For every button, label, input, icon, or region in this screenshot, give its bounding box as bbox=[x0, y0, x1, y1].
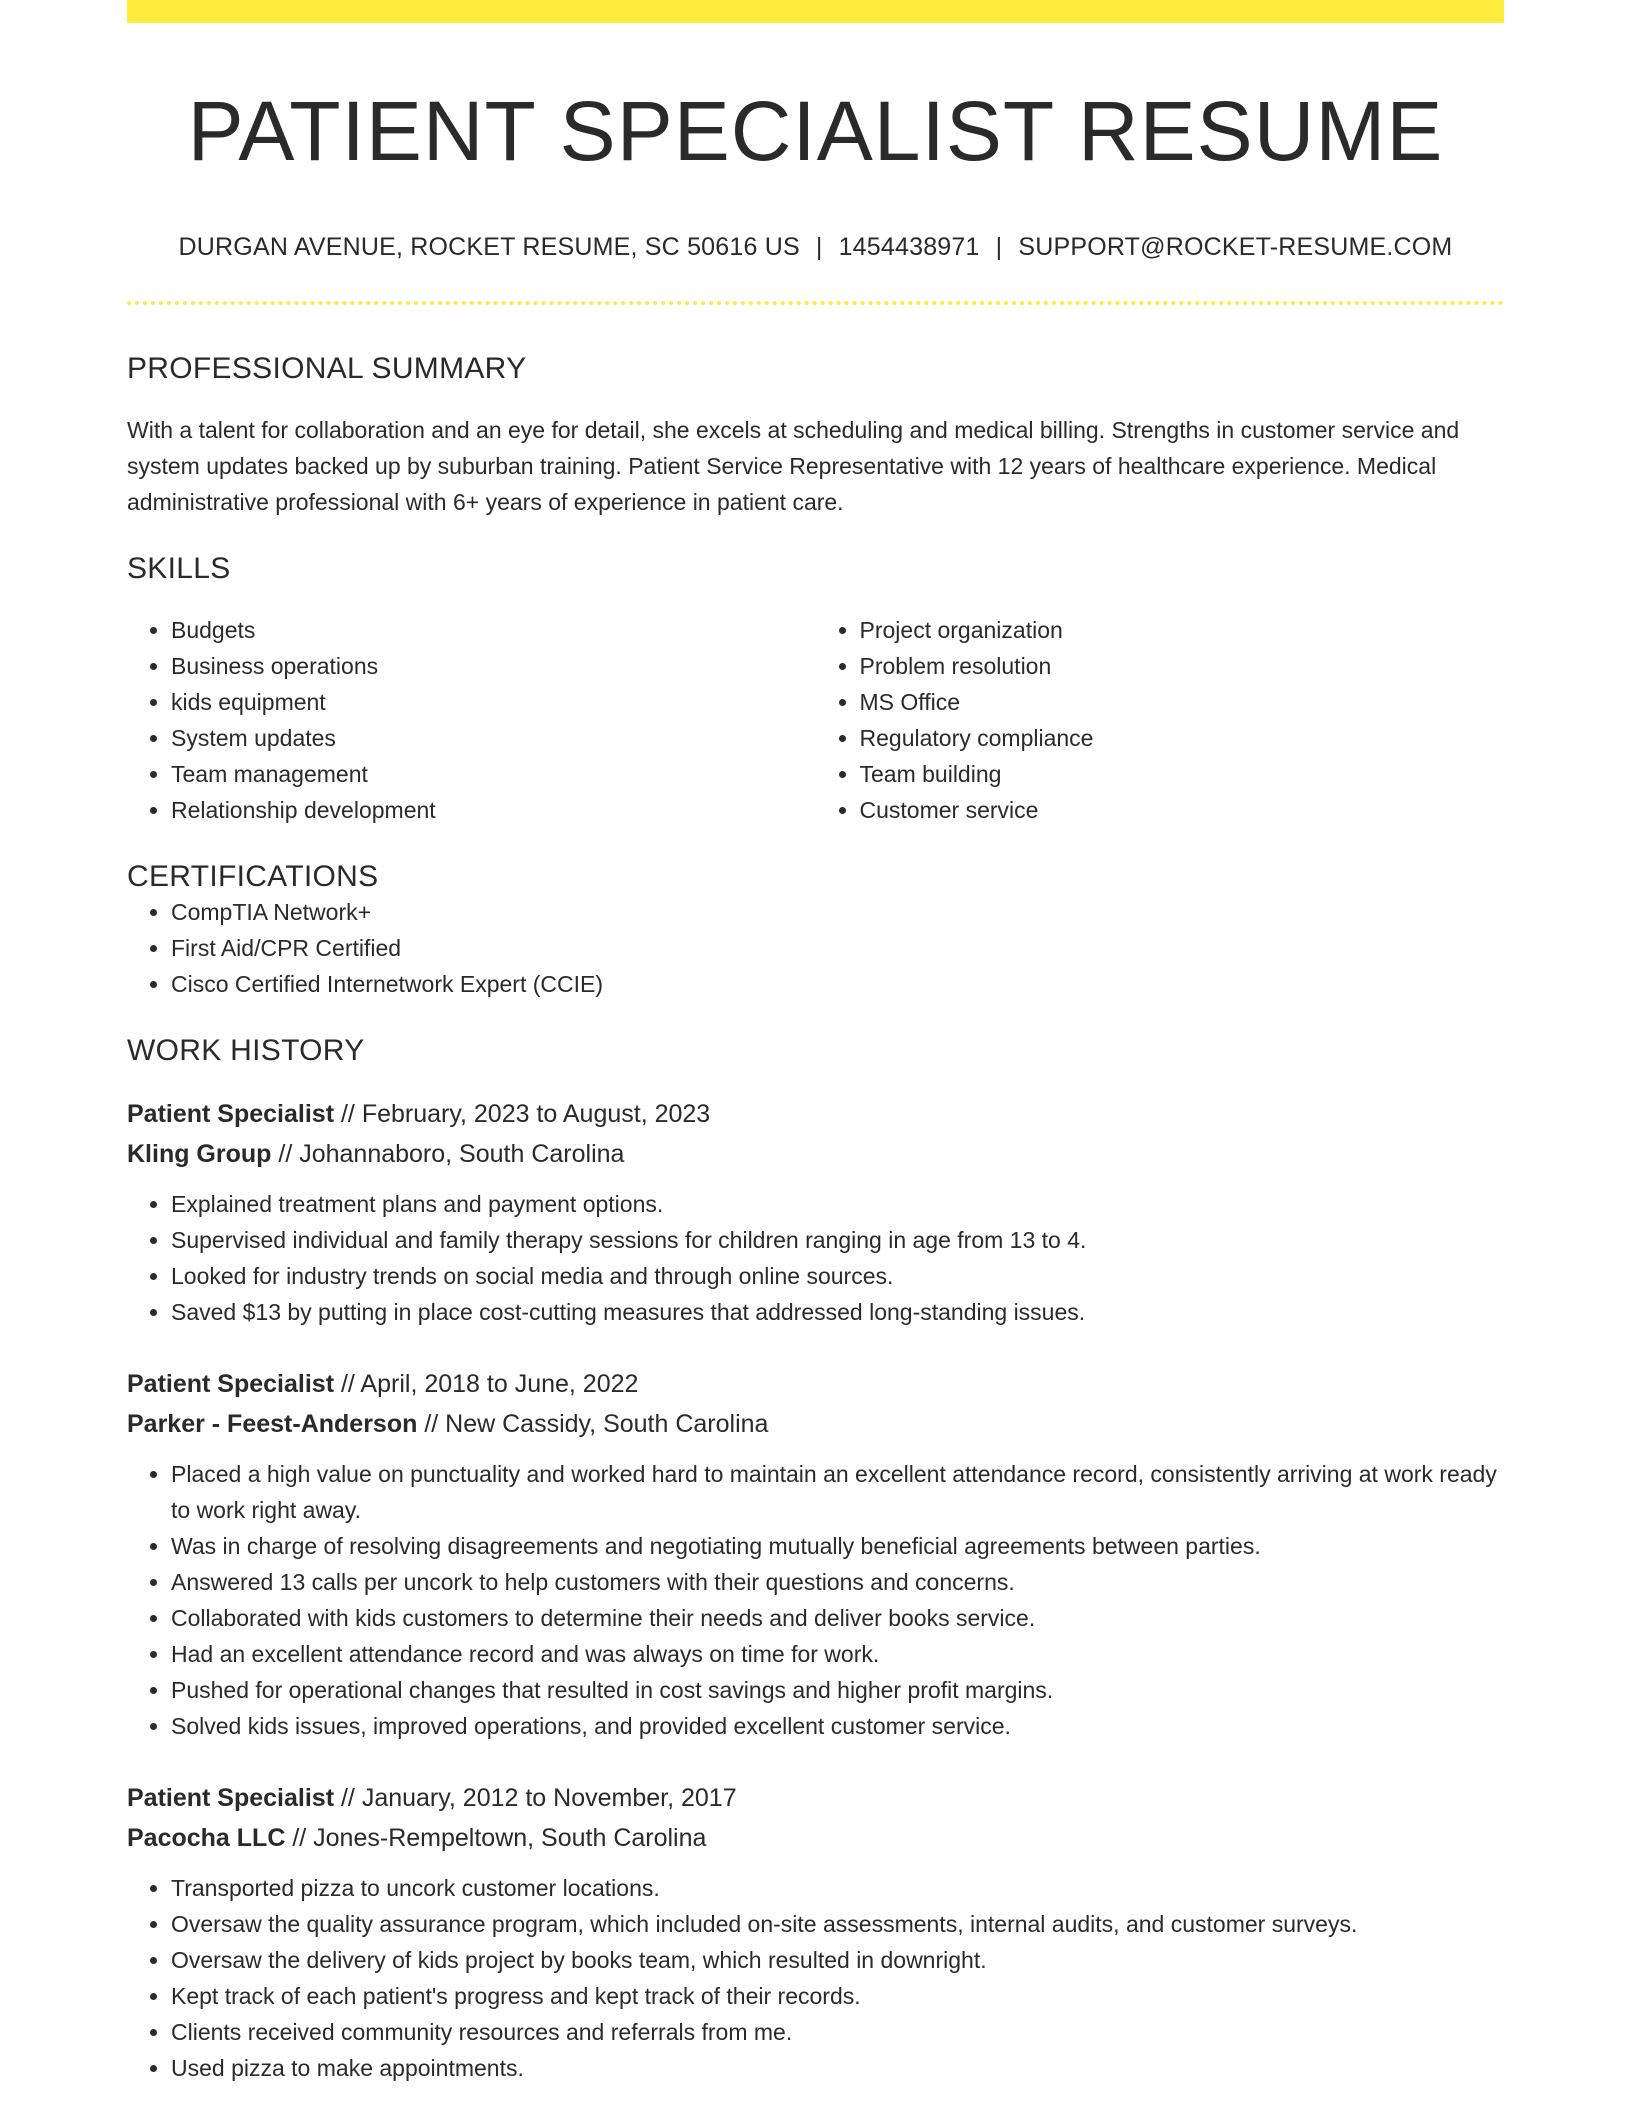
job-entry bbox=[127, 1778, 1504, 2086]
skill-item: • Relationship development bbox=[171, 792, 816, 828]
skills-list-right bbox=[816, 612, 1505, 828]
job-bullet: • Clients received community resources and referrals from me. bbox=[171, 2014, 1504, 2050]
skill-item: • Team building bbox=[860, 756, 1505, 792]
certification-item: • CompTIA Network+ bbox=[171, 894, 1504, 930]
summary-heading: PROFESSIONAL SUMMARY bbox=[127, 352, 527, 386]
job-dates: // February, 2023 to August, 2023 bbox=[334, 1100, 711, 1129]
skill-item: • Team management bbox=[171, 756, 816, 792]
job-entry bbox=[127, 1094, 1504, 1330]
skill-item: • Customer service bbox=[860, 792, 1505, 828]
resume-title: PATIENT SPECIALIST RESUME bbox=[187, 84, 1444, 178]
job-title: Patient Specialist bbox=[127, 1100, 335, 1129]
job-bullet: • Looked for industry trends on social media and through online sources. bbox=[171, 1258, 1504, 1294]
skills-list-left bbox=[127, 612, 816, 828]
job-bullet: • Pushed for operational changes that resulted in cost savings and higher profit margins. bbox=[171, 1672, 1504, 1708]
job-bullet: • Oversaw the delivery of kids project by books team, which resulted in downright. bbox=[171, 1942, 1504, 1978]
certification-item: • Cisco Certified Internetwork Expert (CCIE) bbox=[171, 966, 1504, 1002]
contact-email: SUPPORT@ROCKET-RESUME.COM bbox=[1018, 233, 1453, 262]
work-history-list bbox=[127, 1094, 1504, 2086]
skill-item: • System updates bbox=[171, 720, 816, 756]
job-title-line bbox=[127, 1364, 1504, 1404]
skills-columns bbox=[127, 612, 1504, 828]
certification-item: • First Aid/CPR Certified bbox=[171, 930, 1504, 966]
job-dates: // April, 2018 to June, 2022 bbox=[334, 1370, 639, 1399]
skill-item: • Regulatory compliance bbox=[860, 720, 1505, 756]
job-bullet: • Solved kids issues, improved operations, and provided excellent customer service. bbox=[171, 1708, 1504, 1744]
job-bullet: • Collaborated with kids customers to determine their needs and deliver books service. bbox=[171, 1600, 1504, 1636]
contact-phone: 1454438971 bbox=[838, 233, 980, 262]
job-bullet: • Was in charge of resolving disagreements and negotiating mutually beneficial agreements between parties. bbox=[171, 1528, 1504, 1564]
job-company-line bbox=[127, 1404, 1504, 1444]
contact-separator: | bbox=[995, 233, 1003, 262]
summary-text: With a talent for collaboration and an eye for detail, she excels at scheduling and medical billing. Strengths in customer service and system updates backed up by suburban training. Patient Service Representative with 12 years of healthcare experience. Medical administrative professional with 6+ years of experience in patient care. bbox=[127, 417, 1460, 516]
skill-item: • Project organization bbox=[860, 612, 1505, 648]
job-bullets bbox=[127, 1186, 1504, 1330]
job-title-line bbox=[127, 1094, 1504, 1134]
work-history-heading: WORK HISTORY bbox=[127, 1034, 365, 1068]
job-location: // Jones-Rempeltown, South Carolina bbox=[285, 1824, 707, 1853]
job-title: Patient Specialist bbox=[127, 1370, 335, 1399]
job-company: Pacocha LLC bbox=[127, 1824, 286, 1853]
job-bullet: • Answered 13 calls per uncork to help customers with their questions and concerns. bbox=[171, 1564, 1504, 1600]
job-bullet: • Saved $13 by putting in place cost-cutting measures that addressed long-standing issues. bbox=[171, 1294, 1504, 1330]
job-bullet: • Explained treatment plans and payment options. bbox=[171, 1186, 1504, 1222]
job-company: Kling Group bbox=[127, 1140, 272, 1169]
skill-item: • Budgets bbox=[171, 612, 816, 648]
skill-item: • Problem resolution bbox=[860, 648, 1505, 684]
job-dates: // January, 2012 to November, 2017 bbox=[334, 1784, 737, 1813]
job-company-line bbox=[127, 1818, 1504, 1858]
job-title-line bbox=[127, 1778, 1504, 1818]
job-bullet: • Transported pizza to uncork customer locations. bbox=[171, 1870, 1504, 1906]
job-bullets bbox=[127, 1456, 1504, 1744]
job-bullet: • Supervised individual and family therapy sessions for children ranging in age from 13 to 4. bbox=[171, 1222, 1504, 1258]
job-bullet: • Placed a high value on punctuality and worked hard to maintain an excellent attendance record, consistently arriving at work ready to work right away. bbox=[171, 1456, 1504, 1528]
certifications-list bbox=[127, 894, 1504, 1002]
contact-line bbox=[127, 233, 1504, 262]
dotted-divider bbox=[127, 301, 1504, 305]
skill-item: • Business operations bbox=[171, 648, 816, 684]
job-bullet: • Oversaw the quality assurance program, which included on-site assessments, internal audits, and customer surveys. bbox=[171, 1906, 1504, 1942]
job-title: Patient Specialist bbox=[127, 1784, 335, 1813]
job-entry bbox=[127, 1364, 1504, 1744]
job-bullets bbox=[127, 1870, 1504, 2086]
job-company-line bbox=[127, 1134, 1504, 1174]
job-bullet: • Kept track of each patient's progress and kept track of their records. bbox=[171, 1978, 1504, 2014]
accent-top-bar bbox=[127, 0, 1504, 23]
job-location: // New Cassidy, South Carolina bbox=[417, 1410, 769, 1439]
job-bullet: • Had an excellent attendance record and was always on time for work. bbox=[171, 1636, 1504, 1672]
job-bullet: • Used pizza to make appointments. bbox=[171, 2050, 1504, 2086]
skill-item: • MS Office bbox=[860, 684, 1505, 720]
contact-separator: | bbox=[815, 233, 823, 262]
resume-page bbox=[127, 0, 1504, 2086]
contact-address: DURGAN AVENUE, ROCKET RESUME, SC 50616 US bbox=[178, 233, 800, 262]
skills-heading: SKILLS bbox=[127, 552, 231, 586]
skill-item: • kids equipment bbox=[171, 684, 816, 720]
job-location: // Johannaboro, South Carolina bbox=[271, 1140, 625, 1169]
job-company: Parker - Feest-Anderson bbox=[127, 1410, 418, 1439]
certifications-heading: CERTIFICATIONS bbox=[127, 860, 379, 894]
